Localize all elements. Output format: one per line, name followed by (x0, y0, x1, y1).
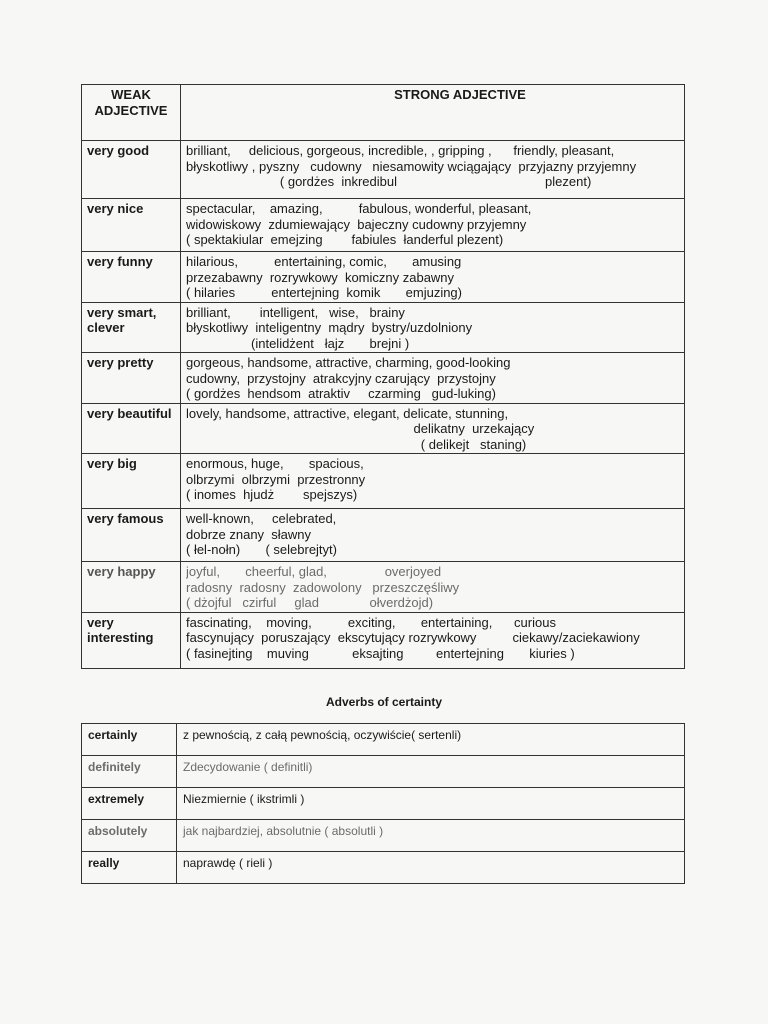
english-adjectives: well-known, celebrated, (186, 511, 337, 526)
english-adjectives: brilliant, delicious, gorgeous, incredible, , gripping , friendly, pleasant, (186, 143, 615, 158)
adverbs-body (82, 724, 685, 884)
weak-adjective-cell: very beautiful (82, 403, 181, 454)
english-adjectives: spectacular, amazing, fabulous, wonderful, pleasant, (186, 201, 532, 216)
english-adjectives: joyful, cheerful, glad, overjoyed (186, 564, 442, 579)
polish-translations: radosny radosny zadowolony przeszczęśliwy (186, 579, 460, 595)
table-row (82, 509, 685, 562)
pronunciation: ( dżojful czirful glad ołverdżojd) (186, 595, 434, 610)
weak-adjective-cell: very famous (82, 509, 181, 562)
strong-adjective-cell (181, 141, 685, 199)
english-adjectives: enormous, huge, spacious, (186, 456, 364, 471)
table-row (82, 141, 685, 199)
table-row (82, 353, 685, 404)
weak-adjective-cell: very interesting (82, 612, 181, 668)
weak-adjective-cell: very nice (82, 199, 181, 252)
polish-translations: przezabawny rozrywkowy komiczny zabawny (186, 269, 455, 285)
table-header-row (82, 85, 685, 141)
pronunciation: ( fasinejting muving eksajting entertejning kiuries ) (186, 645, 575, 661)
weak-adjective-cell: very funny (82, 252, 181, 303)
adverb-row (82, 788, 685, 820)
strong-adjective-cell (181, 509, 685, 562)
weak-adjective-cell: very happy (82, 562, 181, 613)
strong-adjective-cell (181, 252, 685, 303)
adverb-row (82, 820, 685, 852)
english-adjectives: lovely, handsome, attractive, elegant, delicate, stunning, (186, 405, 509, 421)
weak-adjective-cell: very good (82, 141, 181, 199)
strong-adjective-cell (181, 403, 685, 454)
weak-adjective-header: WEAK ADJECTIVE (82, 85, 181, 141)
polish-translations: fascynujący poruszający ekscytujący rozrywkowy ciekawy/zaciekawiony (186, 630, 640, 645)
polish-translations: dobrze znany sławny (186, 526, 312, 542)
pronunciation: ( łel-nołn) ( selebrejtyt) (186, 542, 337, 557)
table-row (82, 612, 685, 668)
adverb-translation: z pewnością, z całą pewnością, oczywiście( sertenli) (177, 724, 685, 756)
adverb-row (82, 724, 685, 756)
pronunciation: ( spektakiular emejzing fabiules łanderful plezent) (186, 232, 504, 247)
pronunciation: ( gordżes hendsom atraktiv czarming gud-luking) (186, 386, 496, 401)
adverb-translation: Zdecydowanie ( definitli) (177, 756, 685, 788)
adverb-translation: naprawdę ( rieli ) (177, 852, 685, 884)
adverbs-table (81, 723, 685, 884)
strong-adjective-cell (181, 562, 685, 613)
adjectives-table (81, 84, 685, 669)
english-adjectives: fascinating, moving, exciting, entertaining, curious (186, 614, 556, 630)
adverb-word: really (82, 852, 177, 884)
adverb-word: definitely (82, 756, 177, 788)
adverb-word: certainly (82, 724, 177, 756)
table-row (82, 302, 685, 353)
adverb-word: absolutely (82, 820, 177, 852)
pronunciation: (intelidżent łajz brejni ) (186, 335, 410, 351)
table-row (82, 252, 685, 303)
polish-translations: widowiskowy zdumiewający bajeczny cudowny przyjemny (186, 216, 527, 232)
adverb-word: extremely (82, 788, 177, 820)
polish-translations: błyskotliwy inteligentny mądry bystry/uzdolniony (186, 320, 473, 335)
pronunciation: ( inomes hjudż spejszys) (186, 487, 358, 502)
polish-translations: delikatny urzekający (186, 421, 535, 436)
strong-adjective-cell (181, 199, 685, 252)
polish-translations: błyskotliwy , pyszny cudowny niesamowity wciągający przyjazny przyjemny (186, 158, 637, 174)
table-row (82, 403, 685, 454)
english-adjectives: brilliant, intelligent, wise, brainy (186, 304, 405, 320)
adverb-row (82, 852, 685, 884)
adverb-translation: Niezmiernie ( ikstrimli ) (177, 788, 685, 820)
english-adjectives: gorgeous, handsome, attractive, charming, good-looking (186, 355, 511, 370)
pronunciation: ( hilaries entertejning komik emjuzing) (186, 285, 462, 300)
weak-adjective-cell: very smart, clever (82, 302, 181, 353)
adjectives-body (82, 141, 685, 669)
strong-adjective-cell (181, 302, 685, 353)
strong-adjective-cell (181, 612, 685, 668)
table-row (82, 562, 685, 613)
strong-adjective-cell (181, 454, 685, 509)
pronunciation: ( gordżes inkredibul plezent) (186, 174, 592, 189)
english-adjectives: hilarious, entertaining, comic, amusing (186, 254, 462, 269)
polish-translations: cudowny, przystojny atrakcyjny czarujący przystojny (186, 370, 496, 386)
strong-adjective-header: STRONG ADJECTIVE (181, 85, 685, 141)
weak-adjective-cell: very big (82, 454, 181, 509)
pronunciation: ( delikejt staning) (186, 436, 527, 452)
adverb-translation: jak najbardziej, absolutnie ( absolutli ) (177, 820, 685, 852)
table-row (82, 199, 685, 252)
polish-translations: olbrzymi olbrzymi przestronny (186, 471, 366, 487)
weak-adjective-cell: very pretty (82, 353, 181, 404)
table-row (82, 454, 685, 509)
adverbs-title: Adverbs of certainty (325, 695, 443, 709)
strong-adjective-cell (181, 353, 685, 404)
adverb-row (82, 756, 685, 788)
